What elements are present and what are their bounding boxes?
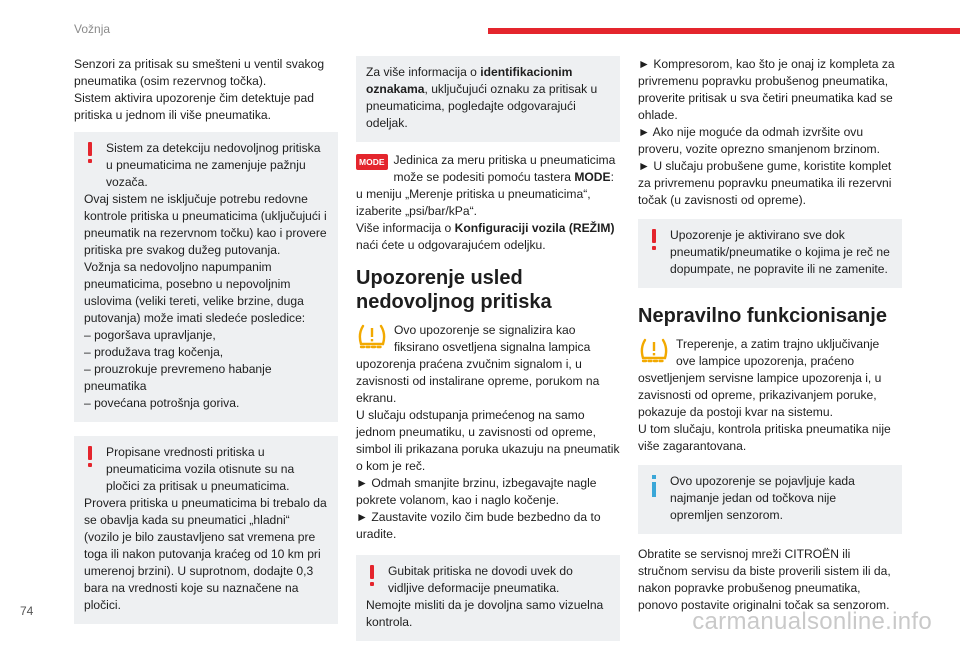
info-pre: Za više informacija o [366, 65, 481, 79]
info-box-2 [638, 465, 902, 534]
mode-bold: MODE [574, 170, 611, 184]
warning-paragraph [356, 322, 620, 407]
fault-text: Treperenje, a zatim trajno uključivanje ove lampice upozorenja, praćeno osvetljenjem servisne lampice upozorenja i, u zavisnosti od opreme, prikazivanjem poruke, pokazuje da postoji kvar na sistemu. [638, 337, 882, 419]
column-1 [74, 56, 338, 634]
info-post: , uključujući oznaku za pritisak u pneumaticima, pogledajte odgovarajući odeljak. [366, 82, 598, 130]
tire-pressure-warning-icon [638, 336, 670, 366]
list-item: – produžava trag kočenja, [84, 345, 224, 359]
warning-para: Vožnja sa nedovoljno napumpanim pneumaticima, posebno u nepovoljnim uslovima (veliki tereti, velike brzine, duga putovanja) može imati sledeće posledice: [84, 260, 306, 325]
paragraph: U tom slučaju, kontrola pritiska pneumatika nije više zagarantovana. [638, 422, 891, 453]
section-heading-underinflation: Upozorenje usled nedovoljnog pritiska [356, 267, 552, 313]
bullet-item: ► Odmah smanjite brzinu, izbegavajte nagle pokrete volanom, kao i naglo kočenje. [356, 476, 597, 507]
more-bold: Konfiguraciji vozila (REŽIM) [454, 221, 615, 235]
exclamation-icon [84, 142, 96, 164]
tire-pressure-warning-icon [356, 322, 388, 352]
section-heading-malfunction: Nepravilno funkcionisanje [638, 305, 887, 327]
info-bold: identifikacionim oznakama [366, 65, 573, 96]
final-paragraph: Obratite se servisnoj mreži CITROËN ili stručnom servisu da biste proverili sistem ili da, nakon popravke probušenog pneumatika, ponovo postavite originalni točak sa senzorom. [638, 547, 891, 612]
warning-lead: Upozorenje je aktivirano sve dok pneumatik/pneumatike o kojima je reč ne dopumpate, ne popravite ili ne zamenite. [670, 228, 890, 276]
more-post: naći ćete u odgovarajućem odeljku. [356, 238, 546, 252]
exclamation-icon [648, 229, 660, 251]
bullet-item: ► U slučaju probušene gume, koristite komplet za privremenu popravku pneumatika ili rezervni točak (u zavisnosti od opreme). [638, 159, 892, 207]
mode-paragraph [356, 152, 620, 220]
bullet-item: ► Zaustavite vozilo čim bude bezbedno da to uradite. [356, 510, 601, 541]
info-icon [648, 475, 660, 497]
info-lead: Ovo upozorenje se pojavljuje kada najmanje jedan od točkova nije opremljen senzorom. [670, 474, 855, 522]
mode-pre: Jedinica za meru pritiska u pneumaticima može se podesiti pomoću tastera [393, 153, 616, 184]
warning-lead: Sistem za detekciju nedovoljnog pritiska u pneumaticima ne zamenjuje pažnju vozača. [106, 141, 321, 189]
exclamation-icon [366, 565, 378, 587]
mode-badge-icon: MODE [356, 154, 388, 170]
warning-para: Nemojte misliti da je dovoljna samo vizuelna kontrola. [366, 598, 604, 629]
paragraph: U slučaju odstupanja primećenog na samo jednom pneumatiku, u zavisnosti od opreme, simbol ili prikazana poruka ukazuju na pneumatik o kom je reč. [356, 408, 620, 473]
mode-post: : u meniju „Merenje pritiska u pneumaticima“, izaberite „psi/bar/kPa“. [356, 170, 614, 218]
bullet-item: ► Kompresorom, kao što je onaj iz kompleta za privremenu popravku probušenog pneumatika, proverite pritisak u sva četiri pneumatika kad se ohlade. [638, 57, 895, 122]
warning-para: Provera pritiska u pneumaticima bi trebalo da se obavlja kada su pneumatici „hladni“ (vozilo je bilo zaustavljeno sat vremena pre toga ili nakon putovanja kraćeg od 10 km pri umerenoj brzini). U suprotnom, dodajte 0,3 bara na vrednosti koje su naznačene na pločici. [84, 496, 327, 612]
warning-lead: Propisane vrednosti pritiska u pneumaticima vozila otisnute su na pločici za pritisak u pneumaticima. [106, 445, 295, 493]
exclamation-icon [84, 446, 96, 468]
more-pre: Više informacija o [356, 221, 455, 235]
warning-para: Ovaj sistem ne isključuje potrebu redovne kontrole pritiska u pneumaticima (uključujući i pneumatik na rezervnom točku) kao i provere pritiska pre svakog dužeg putovanja. [84, 192, 327, 257]
header-red-bar [488, 28, 960, 34]
more-info-paragraph [356, 220, 620, 254]
bullet-item: ► Ako nije moguće da odmah izvršite ovu proveru, vozite oprezno smanjenom brzinom. [638, 125, 880, 156]
intro-para-2: Sistem aktivira upozorenje čim detektuje pad pritiska u jednom ili više pneumatika. [74, 91, 314, 122]
column-3 [638, 56, 902, 614]
warning-box-2 [74, 436, 338, 624]
warning-text: Ovo upozorenje se signalizira kao fiksirano osvetljena signalna lampica upozorenja praćena zvučnim signalom i, u zavisnosti od instalirane opreme, porukom na ekranu. [356, 323, 600, 405]
warning-lead: Gubitak pritiska ne dovodi uvek do vidljive deformacije pneumatika. [388, 564, 573, 595]
warning-box-1 [74, 132, 338, 422]
watermark: carmanualsonline.info [692, 608, 932, 635]
info-box [356, 56, 620, 142]
list-item: – prouzrokuje prevremeno habanje pneumatika [84, 362, 272, 393]
warning-box-4 [638, 219, 902, 288]
list-item: – povećana potrošnja goriva. [84, 396, 240, 410]
fault-paragraph [638, 336, 902, 421]
warning-box-3 [356, 555, 620, 641]
section-header: Vožnja [74, 22, 111, 36]
intro-para-1: Senzori za pritisak su smešteni u ventil svakog pneumatika (osim rezervnog točka). [74, 57, 325, 88]
list-item: – pogoršava upravljanje, [84, 328, 216, 342]
page-number: 74 [20, 604, 34, 618]
column-2 [356, 56, 620, 651]
